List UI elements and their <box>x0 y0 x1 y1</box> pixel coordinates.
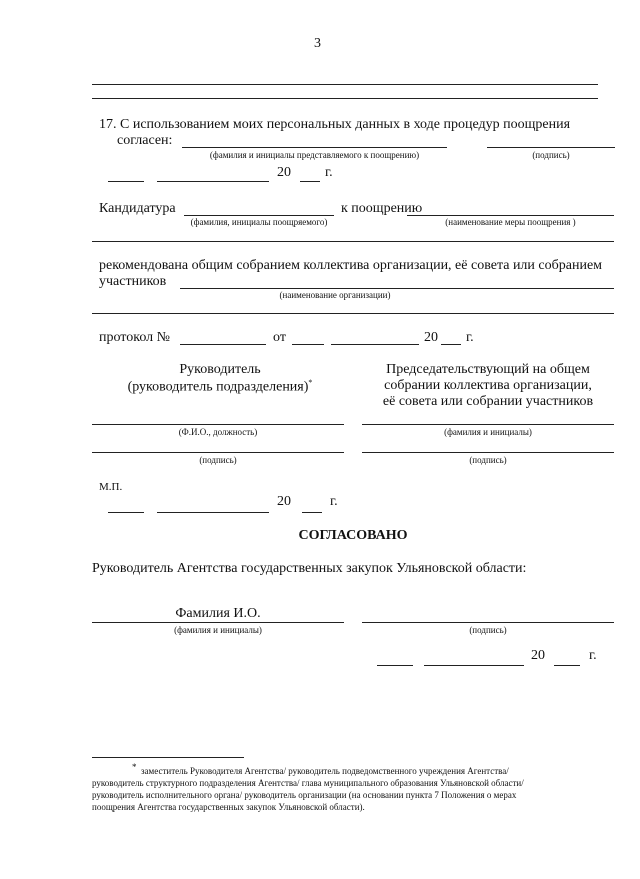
consent-year-line <box>300 181 320 182</box>
footnote-line2: руководитель структурного подразделения Агентства/ глава муниципального образования Ульяновской области/ <box>92 778 524 788</box>
recommended-org-caption: (наименование организации) <box>279 290 391 300</box>
approved-name-line <box>92 622 344 623</box>
candidate-award-caption: (наименование меры поощрения ) <box>445 217 576 227</box>
right-signature-line <box>362 452 614 453</box>
approved-head-text: Руководитель Агентства государственных закупок Ульяновской области: <box>92 561 527 576</box>
recommended-text: рекомендована общим собранием коллектива организации, её совета или собранием <box>99 258 603 273</box>
footnote-line1: заместитель Руководителя Агентства/ руководитель подведомственного учреждения Агентства/ <box>141 766 509 776</box>
left-signer-title: Руководитель <box>179 362 261 377</box>
consent-agreed-label: согласен: <box>117 133 173 148</box>
protocol-month-line <box>331 344 419 345</box>
consent-day-line <box>108 181 144 182</box>
protocol-year-suffix: г. <box>466 330 474 345</box>
footnote-marker: * <box>308 378 313 387</box>
left-signature-line <box>92 452 344 453</box>
stamp-year-line <box>302 512 322 513</box>
consent-name-line <box>182 147 447 148</box>
candidate-award-line <box>407 215 614 216</box>
candidate-separator <box>92 241 614 242</box>
right-name-line <box>362 424 614 425</box>
footnote-line3: руководитель исполнительного органа/ руководитель организации (на основании пункта 7 Положения о мерах <box>92 790 517 800</box>
approved-month-line <box>424 665 524 666</box>
left-signature-caption: (подпись) <box>199 455 237 465</box>
protocol-day-line <box>292 344 324 345</box>
approved-year-suffix: г. <box>589 648 597 663</box>
recommended-participants: участников <box>99 274 167 289</box>
protocol-number-line <box>180 344 266 345</box>
approved-name-caption: (фамилия и инициалы) <box>174 625 262 635</box>
stamp-year-prefix: 20 <box>277 494 291 509</box>
approved-signature-caption: (подпись) <box>469 625 507 635</box>
left-signer-subtitle: (руководитель подразделения)* <box>127 378 313 395</box>
left-fio-line <box>92 424 344 425</box>
header-line-top <box>92 84 598 85</box>
consent-year-prefix: 20 <box>277 165 291 180</box>
candidate-to-award: к поощрению <box>341 201 423 216</box>
footnote-separator <box>92 757 244 758</box>
protocol-year-line <box>441 344 461 345</box>
header-line-bottom <box>92 98 598 99</box>
recommended-separator <box>92 313 614 314</box>
approved-year-line <box>554 665 580 666</box>
protocol-label: протокол № <box>99 330 170 345</box>
consent-month-line <box>157 181 269 182</box>
right-signature-caption: (подпись) <box>469 455 507 465</box>
right-signer-line1: Председательствующий на общем <box>386 362 590 377</box>
approved-heading: СОГЛАСОВАНО <box>298 528 408 543</box>
stamp-day-line <box>108 512 144 513</box>
candidate-name-caption: (фамилия, инициалы поощряемого) <box>190 217 328 227</box>
right-name-caption: (фамилия и инициалы) <box>444 427 532 437</box>
approved-year-prefix: 20 <box>531 648 545 663</box>
approved-name: Фамилия И.О. <box>175 606 261 621</box>
approved-day-line <box>377 665 413 666</box>
candidate-name-line <box>184 215 334 216</box>
protocol-from: от <box>273 330 286 345</box>
approved-signature-line <box>362 622 614 623</box>
consent-name-caption: (фамилия и инициалы представляемого к поощрению) <box>209 150 420 160</box>
consent-signature-caption: (подпись) <box>532 150 570 160</box>
right-signer-line3: её совета или собрании участников <box>382 394 594 409</box>
consent-signature-line <box>487 147 615 148</box>
footnote-mark: * <box>132 762 137 772</box>
stamp-label: М.П. <box>99 481 123 493</box>
recommended-org-line <box>180 288 614 289</box>
stamp-month-line <box>157 512 269 513</box>
left-fio-caption: (Ф.И.О., должность) <box>178 427 258 437</box>
stamp-year-suffix: г. <box>330 494 338 509</box>
candidate-label: Кандидатура <box>99 201 176 216</box>
consent-year-suffix: г. <box>325 165 333 180</box>
consent-text: 17. С использованием моих персональных данных в ходе процедур поощрения <box>99 117 571 132</box>
footnote-line4: поощрения Агентства государственных закупок Ульяновской области). <box>92 802 365 812</box>
right-signer-line2: собрании коллектива организации, <box>384 378 592 393</box>
page-number: 3 <box>314 36 321 51</box>
protocol-year-prefix: 20 <box>424 330 438 345</box>
